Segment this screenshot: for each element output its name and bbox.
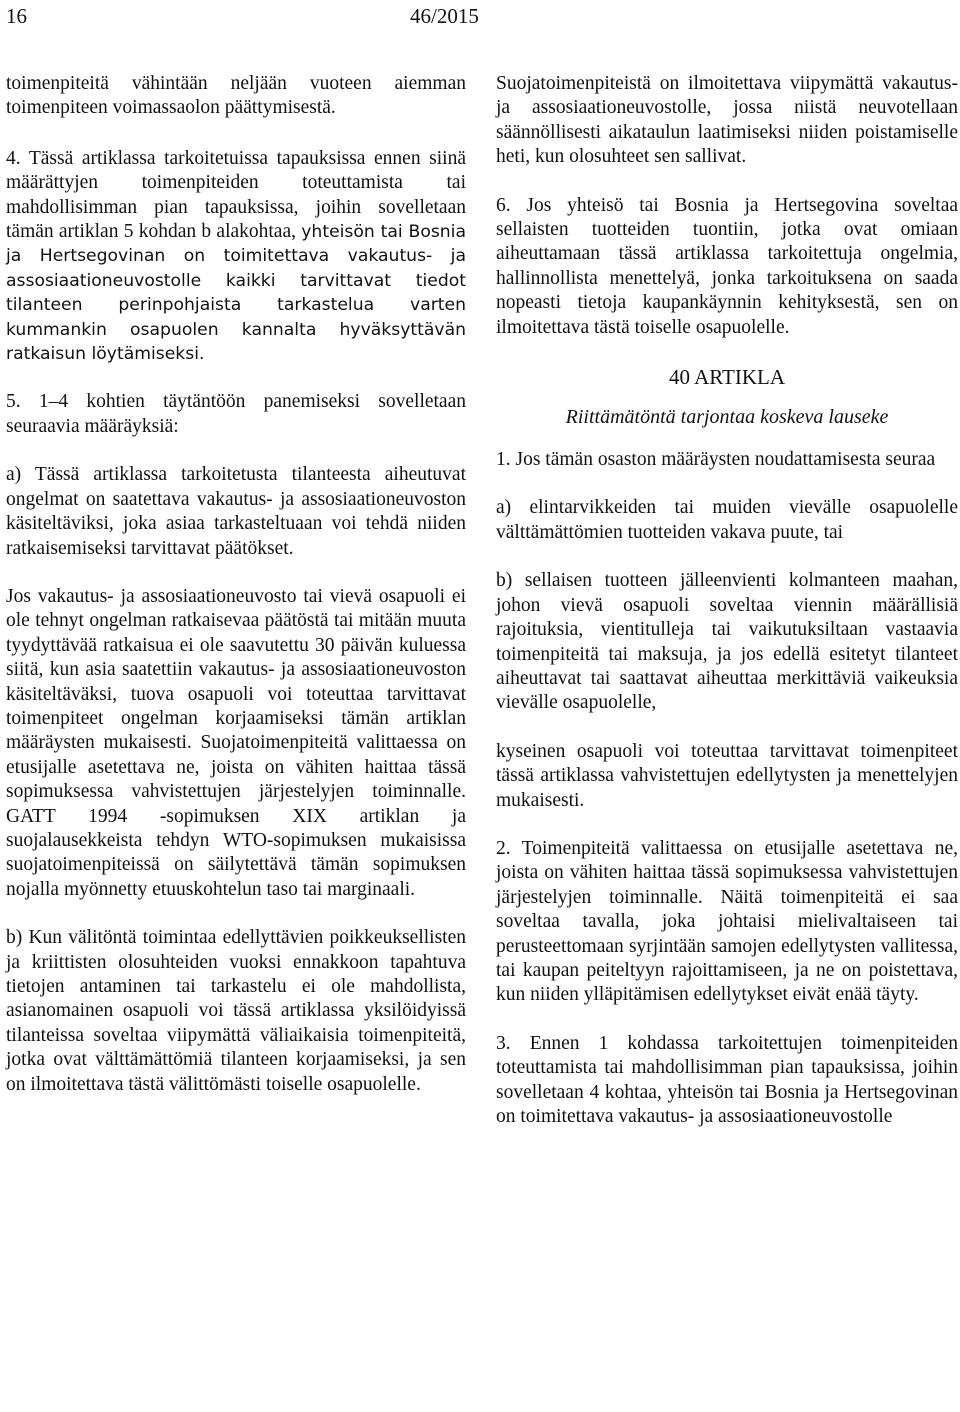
page-header: [0, 0, 960, 34]
paragraph: 6. Jos yhteisö tai Bosnia ja Hertsegovina soveltaa sellaisten tuotteiden tuontiin, jotka ovat omiaan aiheuttamaan tässä artiklassa tarkoitettuja ongelmia, hallinnollista menettelyä, jonka tarkoituksena on saada nopeasti tietoja kaupankäynnin kehityksestä, sen on ilmoitettava tästä toiselle osapuolelle.: [496, 194, 958, 338]
paragraph: b) Kun välitöntä toimintaa edellyttävien poikkeuksellisten ja kriittisten olosuhteiden vuoksi ennakkoon tapahtuva tietojen antaminen tai tarkastelu ei ole mahdollista, asianomainen osapuoli voi tässä artiklassa yksilöidyissä tilanteissa soveltaa viipymättä väliaikaisia toimenpiteitä, jotka ovat välttämättömiä tilanteen korjaamiseksi, ja sen on ilmoitettava tästä välittömästi toiselle osapuolelle.: [6, 927, 466, 1095]
paragraph: toimenpiteitä vähintään neljään vuoteen aiemman toimenpiteen voimassaolon päättymisestä.: [6, 73, 466, 119]
paragraph: 1. Jos tämän osaston määräysten noudattamisesta seuraa: [496, 449, 936, 471]
paragraph-text-sans: yhteisön tai Bosnia ja Hertsegovinan on toimitettava vakautus- ja assosiaationeuvostolle kaikki tarvittavat tiedot tilanteen perinpohjaista tarkastelua varten kummankin osapuolen kannalta hyväksyttävän ratkaisun löytämiseksi.: [6, 222, 466, 365]
article-heading: 40 ARTIKLA: [669, 365, 785, 390]
right-column: [496, 72, 958, 1153]
paragraph: kyseinen osapuoli voi toteuttaa tarvittavat toimenpiteet tässä artiklassa vahvistettujen edellytysten ja menettelyjen mukaisesti.: [496, 740, 958, 811]
left-column: [6, 72, 466, 1121]
paragraph: Suojatoimenpiteistä on ilmoitettava viipymättä vakautus- ja assosiaationeuvostolle, jossa niistä neuvotellaan säännöllisesti aikataulun laatimiseksi niiden poistamiselle heti, kun olosuhteet sen sallivat.: [496, 73, 958, 168]
paragraph: 5. 1–4 kohtien täytäntöön panemiseksi sovelletaan seuraavia määräyksiä:: [6, 391, 466, 437]
paragraph: b) sellaisen tuotteen jälleenvienti kolmanteen maahan, johon vievä osapuoli soveltaa viennin määrällisiä rajoituksia, vientitulleja tai vaikutuksiltaan vastaavia toimenpiteitä tai maksuja, ja jos edellä esitetyt tilanteet aiheuttavat tai saattavat aiheuttaa merkittäviä vaikeuksia vievälle osapuolelle,: [496, 570, 958, 714]
paragraph: Jos vakautus- ja assosiaationeuvosto tai vievä osapuoli ei ole tehnyt ongelman ratkaisevaa päätöstä tai mitään muuta tyydyttävää ratkaisua ei ole saavutettu 30 päivän kuluessa siitä, kun asia saatettiin vakautus- ja assosiaationeuvoston käsiteltäväksi, tuova osapuoli voi toteuttaa tarvittavat toimenpiteet ongelman korjaamiseksi tämän artiklan määräysten mukaisesti. Suojatoimenpiteitä valittaessa on etusijalle asetettava ne, joista on vähiten haittaa tässä sopimuksessa vahvistettujen järjestelyjen toiminnalle. GATT 1994 -sopimuksen XIX artiklan ja suojalausekkeista tehdyn WTO-sopimuksen mukaisissa suojatoimenpiteissä on säilytettävä tämän sopimuksen nojalla myönnetty etuuskohtelun taso tai marginaali.: [6, 585, 466, 900]
paragraph-text-serif: Tässä artiklassa tarkoitetuissa tapauksissa ennen siinä määrättyjen toimenpiteiden toteuttamista tai mahdollisimman pian tapauksissa, joihin sovelletaan tämän artiklan 5 kohdan b alakohtaa,: [6, 147, 466, 243]
paragraph: 3. Ennen 1 kohdassa tarkoitettujen toimenpiteiden toteuttamista tai mahdollisimman pian tapauksissa, joihin sovelletaan 4 kohtaa, yhteisön tai Bosnia ja Hertsegovinan on toimitettava vakautus- ja assosiaationeuvostolle: [496, 1032, 958, 1127]
paragraph: a) elintarvikkeiden tai muiden vievälle osapuolelle välttämättömien tuotteiden vakava puute, tai: [496, 497, 958, 543]
paragraph-4: [6, 147, 466, 367]
paragraph: a) Tässä artiklassa tarkoitetusta tilanteesta aiheutuvat ongelmat on saatettava vakautus- ja assosiaationeuvoston käsiteltäviksi, joka asiaa tarkasteltuaan voi tehdä niiden ratkaisemiseksi tarvittavat päätökset.: [6, 464, 466, 559]
paragraph: 2. Toimenpiteitä valittaessa on etusijalle asetettava ne, joista on vähiten haittaa tässä sopimuksessa vahvistettujen järjestelyjen toiminnalle. Näitä toimenpiteitä ei saa soveltaa tavalla, joka johtaisi mielivaltaiseen tai perusteettomaan syrjintään samojen edellytysten vallitessa, tai kaupan peiteltyyn rajoittamiseen, ja ne on poistettava, kun niiden ylläpitämisen edellytykset eivät enää täyty.: [496, 837, 958, 1006]
paragraph-number: 4.: [6, 147, 21, 169]
page-number: 16: [6, 4, 27, 28]
article-subtitle: Riittämätöntä tarjontaa koskeva lauseke: [565, 406, 889, 429]
issue-number: 46/2015: [410, 4, 479, 28]
